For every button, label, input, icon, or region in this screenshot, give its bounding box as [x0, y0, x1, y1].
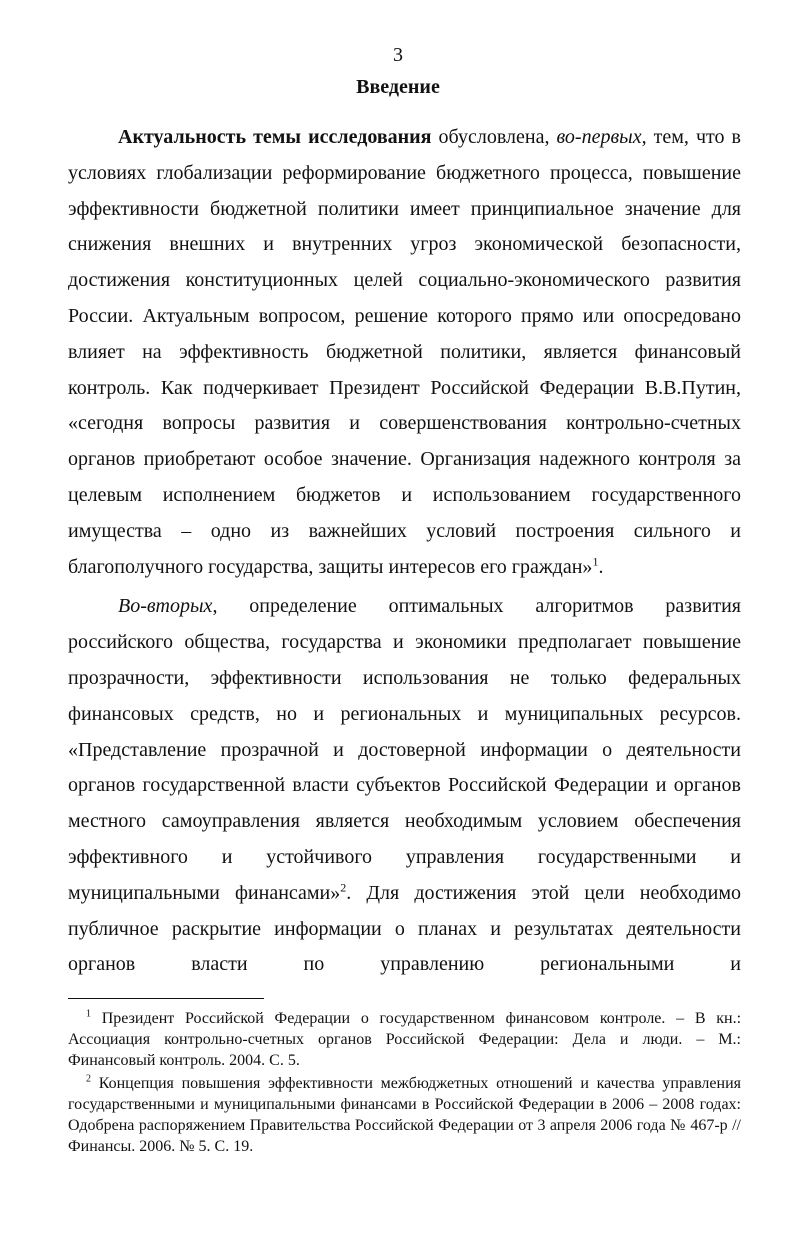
footnotes	[68, 1008, 741, 1159]
footnote-1	[68, 1008, 741, 1071]
text-run: .	[598, 555, 604, 578]
footnote-text: Президент Российской Федерации о государственном финансовом контроле. – В кн.: Ассоциация контрольно-счетных органов Российской Федерации: Дела и люди. – М.: Финансовый контроль. 2004. С. 5.	[68, 1010, 742, 1069]
footnote-ref-1: 1	[592, 553, 599, 568]
italic-lead: Во-вторых	[118, 595, 213, 618]
text-run: , определение оптимальных алгоритмов развития российского общества, государства и экономики предполагает повышение прозрачности, эффективности использования не только федеральных финансовых средств, но и региональных и муниципальных ресурсов. «Представление прозрачной и достоверной информации о деятельности органов государственной власти субъектов Российской Федерации и органов местного самоуправления является необходимым условием обеспечения эффективного и устойчивого управления государственными и муниципальными финансами»	[68, 595, 741, 904]
paragraph-2	[68, 589, 741, 983]
footnote-2	[68, 1073, 741, 1157]
section-heading: Введение	[356, 76, 440, 98]
bold-lead: Актуальность темы исследования	[118, 126, 432, 148]
footnote-divider	[68, 998, 264, 999]
footnote-ref-2: 2	[340, 880, 347, 895]
text-run: , тем, что в условиях глобализации реформирование бюджетного процесса, повышение эффективности бюджетной политики имеет принципиальное значение для снижения внешних и внутренних угроз экономической безопасности, достижения конституционных целей социально-экономического развития России. Актуальным вопросом, решение которого прямо или опосредовано влияет на эффективность бюджетной политики, является финансовый контроль. Как подчеркивает Президент Российской Федерации В.В.Путин, «сегодня вопросы развития и совершенствования контрольно-счетных органов приобретают особое значение. Организация надежного контроля за целевым исполнением бюджетов и использованием государственного имущества – одно из важнейших условий построения сильного и благополучного государства, защиты интересов его граждан»	[68, 126, 742, 578]
footnote-mark: 1	[86, 1008, 91, 1020]
italic-term: во-первых	[556, 126, 642, 148]
text-run: обусловлена,	[431, 126, 557, 148]
page-number: 3	[393, 44, 403, 66]
text-run: . Для достижения этой цели необходимо публичное раскрытие информации о планах и результатах деятельности органов власти по управлению региональными и	[68, 881, 741, 976]
footnote-text: Концепция повышения эффективности межбюджетных отношений и качества управления государственными и муниципальными финансами в Российской Федерации в 2006 – 2008 годах: Одобрена распоряжением Правительства Российской Федерации от 3 апреля 2006 года № 467-р // Финансы. 2006. № 5. С. 19.	[68, 1075, 742, 1155]
body-text	[68, 120, 741, 987]
paragraph-1	[68, 120, 741, 585]
footnote-mark: 2	[86, 1073, 91, 1085]
